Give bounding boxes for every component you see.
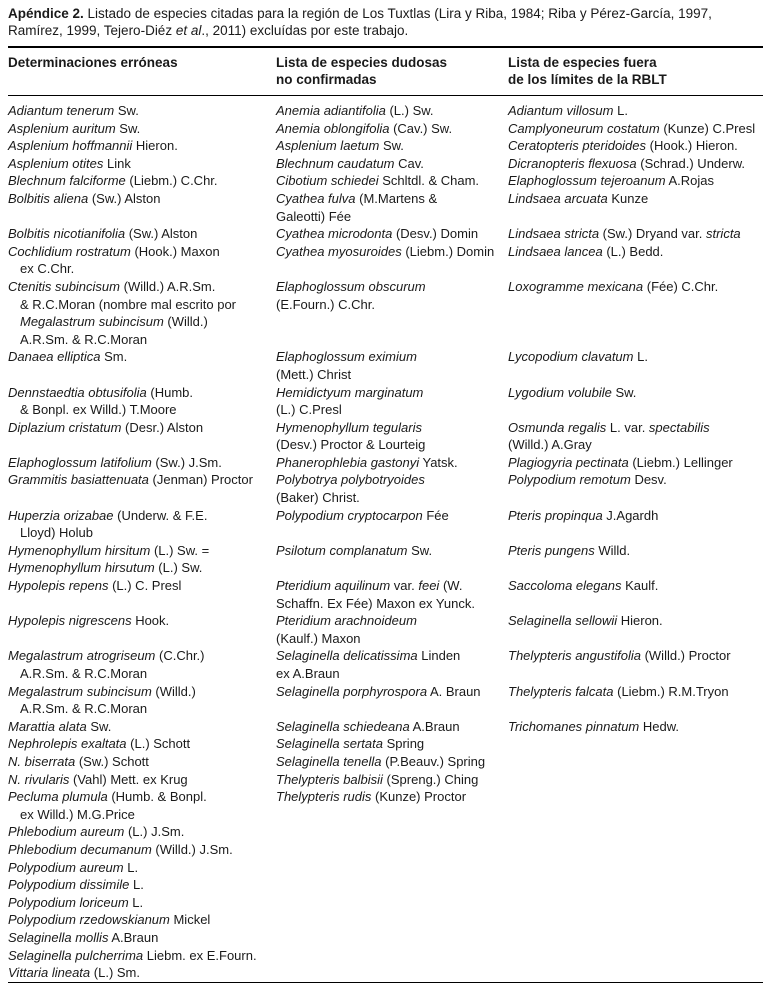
species-line: Phanerophlebia gastonyi Yatsk. [276,454,458,470]
species-line [508,313,763,331]
species-line: Megalastrum atrogriseum (C.Chr.) [8,648,205,664]
species-line: Megalastrum subincisum (Willd.) [20,314,208,330]
species-line: Selaginella porphyrospora A. Braun [276,683,481,699]
species-line: Loxogramme mexicana (Fée) C.Chr. [508,278,719,294]
species-line [508,630,763,648]
species-line [508,700,763,718]
species-line [8,595,276,613]
species-line: (Kaulf.) Maxon [276,630,361,646]
header-line: Determinaciones erróneas [8,55,178,70]
species-line: A.R.Sm. & R.C.Moran [20,701,148,717]
species-line: Huperzia orizabae (Underw. & F.E. [8,507,208,523]
species-line: Polybotrya polybotryoides [276,472,425,488]
species-line: Lindsaea arcuata Kunze [508,190,649,206]
species-line [508,665,763,683]
species-line: Polypodium rzedowskianum Mickel [8,912,211,928]
species-line: Thelypteris rudis (Kunze) Proctor [276,789,467,805]
species-line [508,260,763,278]
species-line: Asplenium otites Link [8,155,131,171]
species-column-fuera-rblt [508,102,763,982]
species-line: (Desv.) Proctor & Lourteig [276,437,426,453]
species-line: Asplenium auritum Sw. [8,120,141,136]
species-line: Bolbitis nicotianifolia (Sw.) Alston [8,226,198,242]
species-line [508,489,763,507]
species-line: Trichomanes pinnatum Hedw. [508,718,680,734]
species-line: Camplyoneurum costatum (Kunze) C.Presl [508,120,756,136]
species-line: & R.C.Moran (nombre mal escrito por [20,296,237,312]
species-line: Polypodium aureum L. [8,859,139,875]
species-line: Pteridium aquilinum var. feei (W. [276,578,463,594]
species-line: Galeotti) Fée [276,208,352,224]
species-line: Elaphoglossum latifolium (Sw.) J.Sm. [8,454,222,470]
species-line: Hypolepis nigrescens Hook. [8,613,170,629]
species-line [508,401,763,419]
header-line: de los límites de la RBLT [508,72,667,87]
species-line: Pteris propinqua J.Agardh [508,507,659,523]
caption-text: Listado de especies citadas para la región de Los Tuxtlas (Lira y Riba, 1984; Riba y Pérez-García, 1997, Ramírez, 1999, Tejero-Diéz et al., 2011) excluídas por este trabajo. [8,6,712,38]
species-line: Marattia alata Sw. [8,718,112,734]
species-line [8,366,276,384]
species-line: Anemia adiantifolia (L.) Sw. [276,103,434,118]
species-line: Hymenophyllum hirsutum (L.) Sw. [8,560,203,576]
species-line: Polypodium cryptocarpon Fée [276,507,449,523]
bottom-rule [8,982,763,983]
species-line: Anemia oblongifolia (Cav.) Sw. [276,120,453,136]
species-line: ex Willd.) M.G.Price [20,806,135,822]
species-line: (L.) C.Presl [276,402,342,418]
species-line: Lygodium volubile Sw. [508,384,637,400]
species-line: Psilotum complanatum Sw. [276,542,433,558]
species-line: Polypodium loriceum L. [8,894,144,910]
species-line: Elaphoglossum obscurum [276,278,426,294]
species-line: Schaffn. Ex Fée) Maxon ex Yunck. [276,595,475,611]
species-line [276,260,508,278]
species-line: Hymenophyllum hirsitum (L.) Sw. = [8,542,210,558]
header-line: Lista de especies dudosas [276,55,448,70]
species-line: Cyathea microdonta (Desv.) Domin [276,226,479,242]
species-line [508,331,763,349]
species-line: Asplenium laetum Sw. [276,138,404,154]
species-line [276,331,508,349]
species-line: (E.Fourn.) C.Chr. [276,296,375,312]
species-line [8,489,276,507]
species-line: Thelypteris angustifolia (Willd.) Proctor [508,648,731,664]
caption-label: Apéndice 2. [8,6,84,21]
header-line [8,71,276,88]
species-line: (Mett.) Christ [276,366,352,382]
species-line: (Willd.) A.Gray [508,437,592,453]
species-line: Ctenitis subincisum (Willd.) A.R.Sm. [8,278,216,294]
species-line: Cyathea fulva (M.Martens & [276,190,438,206]
species-line: Phlebodium aureum (L.) J.Sm. [8,824,185,840]
species-line: Adiantum tenerum Sw. [8,103,139,118]
species-line: Selaginella mollis A.Braun [8,929,159,945]
species-line: Plagiogyria pectinata (Liebm.) Lellinger [508,454,733,470]
species-line: Ceratopteris pteridoides (Hook.) Hieron. [508,138,738,154]
species-line: Grammitis basiattenuata (Jenman) Proctor [8,472,253,488]
species-line [508,366,763,384]
table-caption [8,6,763,39]
species-line [8,208,276,226]
species-line: Selaginella sellowii Hieron. [508,613,663,629]
species-line: Thelypteris falcata (Liebm.) R.M.Tryon [508,683,729,699]
species-line [508,524,763,542]
species-line: Hypolepis repens (L.) C. Presl [8,578,182,594]
species-line: Megalastrum subincisum (Willd.) [8,683,196,699]
species-line: Osmunda regalis L. var. spectabilis [508,419,710,435]
species-line: Vittaria lineata (L.) Sm. [8,965,140,981]
species-line: N. rivularis (Vahl) Mett. ex Krug [8,771,188,787]
species-line: ex C.Chr. [20,261,75,277]
species-line: Hymenophyllum tegularis [276,419,422,435]
species-line: Dennstaedtia obtusifolia (Humb. [8,384,193,400]
species-line: Hemidictyum marginatum [276,384,424,400]
species-line: Saccoloma elegans Kaulf. [508,578,659,594]
species-line: Selaginella schiedeana A.Braun [276,718,460,734]
species-line: Lindsaea stricta (Sw.) Dryand var. stricta [508,226,741,242]
species-line: Pteris pungens Willd. [508,542,631,558]
species-line: Dicranopteris flexuosa (Schrad.) Underw. [508,155,745,171]
column-header-especies-fuera-rblt [508,54,763,88]
species-line: Selaginella sertata Spring [276,736,425,752]
species-line [276,700,508,718]
header-line: Lista de especies fuera [508,55,657,70]
column-header-especies-dudosas [276,54,508,88]
species-line [508,296,763,314]
species-line: A.R.Sm. & R.C.Moran [20,331,148,347]
species-line: Lindsaea lancea (L.) Bedd. [508,243,664,259]
species-line: Cochlidium rostratum (Hook.) Maxon [8,243,220,259]
species-line: Selaginella tenella (P.Beauv.) Spring [276,753,486,769]
species-line: N. biserrata (Sw.) Schott [8,753,149,769]
species-line: Nephrolepis exaltata (L.) Schott [8,736,191,752]
species-line: Blechnum caudatum Cav. [276,155,424,171]
species-line [8,630,276,648]
species-line: Blechnum falciforme (Liebm.) C.Chr. [8,173,218,189]
species-line [276,559,508,577]
species-line: Cibotium schiedei Schltdl. & Cham. [276,173,480,189]
species-line [276,313,508,331]
species-line: Elaphoglossum tejeroanum A.Rojas [508,173,714,189]
species-line: ex A.Braun [276,666,340,681]
species-column-dudosas [276,102,508,982]
species-line: (Baker) Christ. [276,490,360,506]
header-line: no confirmadas [276,72,377,87]
species-line [8,436,276,454]
species-line: Cyathea myosuroides (Liebm.) Domin [276,243,495,259]
species-line: Danaea elliptica Sm. [8,349,128,365]
species-line: Selaginella pulcherrima Liebm. ex E.Fourn. [8,947,257,963]
species-line: & Bonpl. ex Willd.) T.Moore [20,402,177,418]
species-line: Pecluma plumula (Humb. & Bonpl. [8,789,207,805]
species-line: Adiantum villosum L. [508,103,628,118]
species-line: Polypodium dissimile L. [8,877,144,893]
species-line: Phlebodium decumanum (Willd.) J.Sm. [8,841,233,857]
species-line [508,595,763,613]
species-line: Elaphoglossum eximium [276,349,417,365]
species-line: Polypodium remotum Desv. [508,472,667,488]
species-line: Lycopodium clavatum L. [508,349,648,365]
species-line: Diplazium cristatum (Desr.) Alston [8,419,204,435]
table-body [8,96,763,982]
species-line [508,208,763,226]
species-line [276,524,508,542]
table-header-row [8,48,763,95]
species-line: Bolbitis aliena (Sw.) Alston [8,190,161,206]
species-line: Lloyd) Holub [20,525,93,541]
species-line: Pteridium arachnoideum [276,613,417,629]
species-line: A.R.Sm. & R.C.Moran [20,666,148,681]
species-line: Thelypteris balbisii (Spreng.) Ching [276,771,479,787]
species-line [508,559,763,577]
species-line: Asplenium hoffmannii Hieron. [8,138,178,154]
species-line: Selaginella delicatissima Linden [276,648,461,664]
column-header-determinaciones-erroneas [8,54,276,88]
species-column-erroneas [8,102,276,982]
